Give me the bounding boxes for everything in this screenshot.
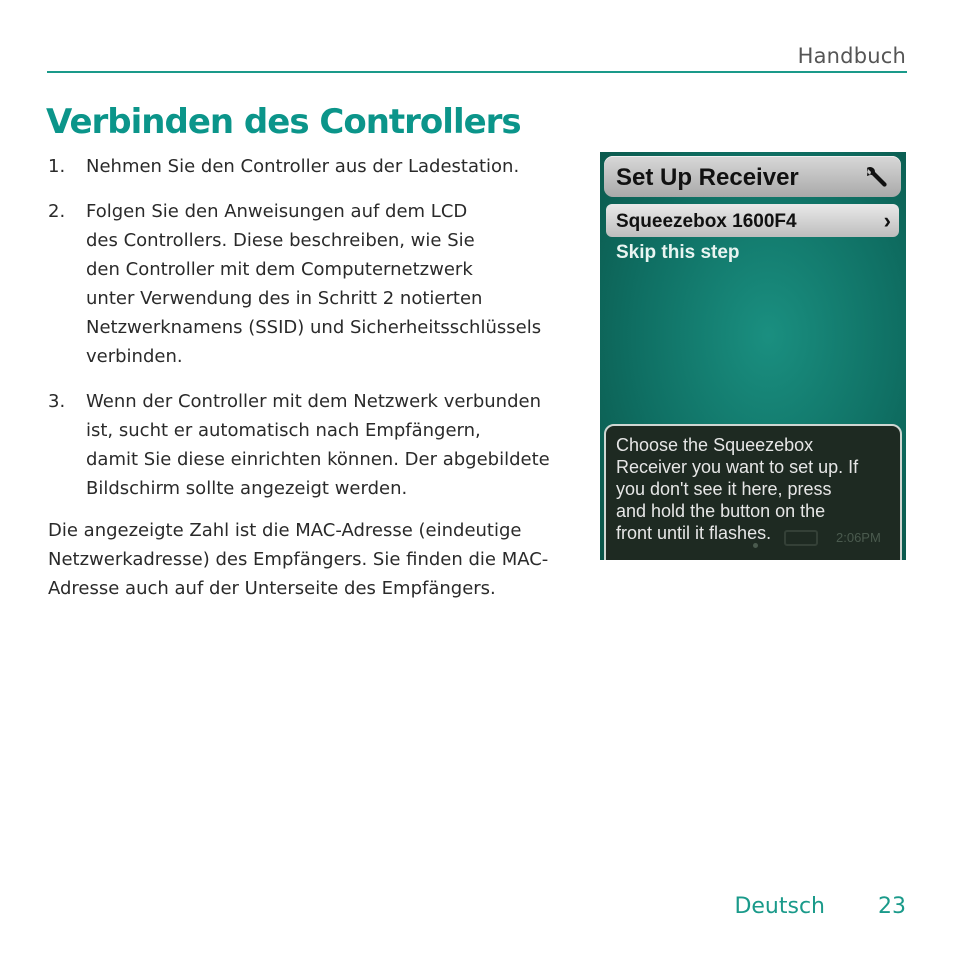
screen-titlebar <box>604 156 901 197</box>
help-text: Choose the Squeezebox Receiver you want to set up. If you don't see it here, press and hold the button on the front until it flashes. <box>616 435 859 543</box>
status-dot <box>753 543 758 548</box>
help-box <box>604 424 902 560</box>
instruction-list <box>48 152 593 519</box>
step-text: Nehmen Sie den Controller aus der Ladestation. <box>86 156 520 177</box>
step-number: 2. <box>48 201 66 222</box>
footer-language: Deutsch <box>734 894 825 919</box>
battery-icon <box>784 530 818 546</box>
step-text: Wenn der Controller mit dem Netzwerk verbunden ist, sucht er automatisch nach Empfängern, damit Sie diese einrichten können. Der abgebildete Bildschirm sollte angezeigt werden. <box>86 391 550 499</box>
controller-screenshot <box>600 152 906 560</box>
page-title: Verbinden des Controllers <box>46 102 521 142</box>
step-1 <box>48 152 593 181</box>
step-number: 3. <box>48 391 66 412</box>
mac-address-note: Die angezeigte Zahl ist die MAC-Adresse (eindeutige Netzwerkadresse) des Empfängers. Sie finden die MAC- Adresse auch auf der Unterseite des Empfängers. <box>48 520 549 599</box>
chevron-right-icon: › <box>883 208 891 233</box>
page-number: 23 <box>878 894 906 919</box>
wrench-icon <box>864 165 888 189</box>
status-time: 2:06PM <box>836 530 881 545</box>
skip-step-item: Skip this step <box>616 242 740 263</box>
step-text: Folgen Sie den Anweisungen auf dem LCD des Controllers. Diese beschreiben, wie Sie den Controller mit dem Computernetzwerk unter Verwendung des in Schritt 2 notierten Netzwerknamens (SSID) und Sicherheitsschlüssels verbinden. <box>86 201 542 367</box>
header-divider <box>47 71 907 73</box>
receiver-item-label: Squeezebox 1600F4 <box>616 211 797 232</box>
step-2 <box>48 197 593 371</box>
receiver-item <box>606 204 899 237</box>
header-label: Handbuch <box>797 44 906 68</box>
screen-title: Set Up Receiver <box>616 164 799 191</box>
step-number: 1. <box>48 156 66 177</box>
step-3 <box>48 387 593 503</box>
